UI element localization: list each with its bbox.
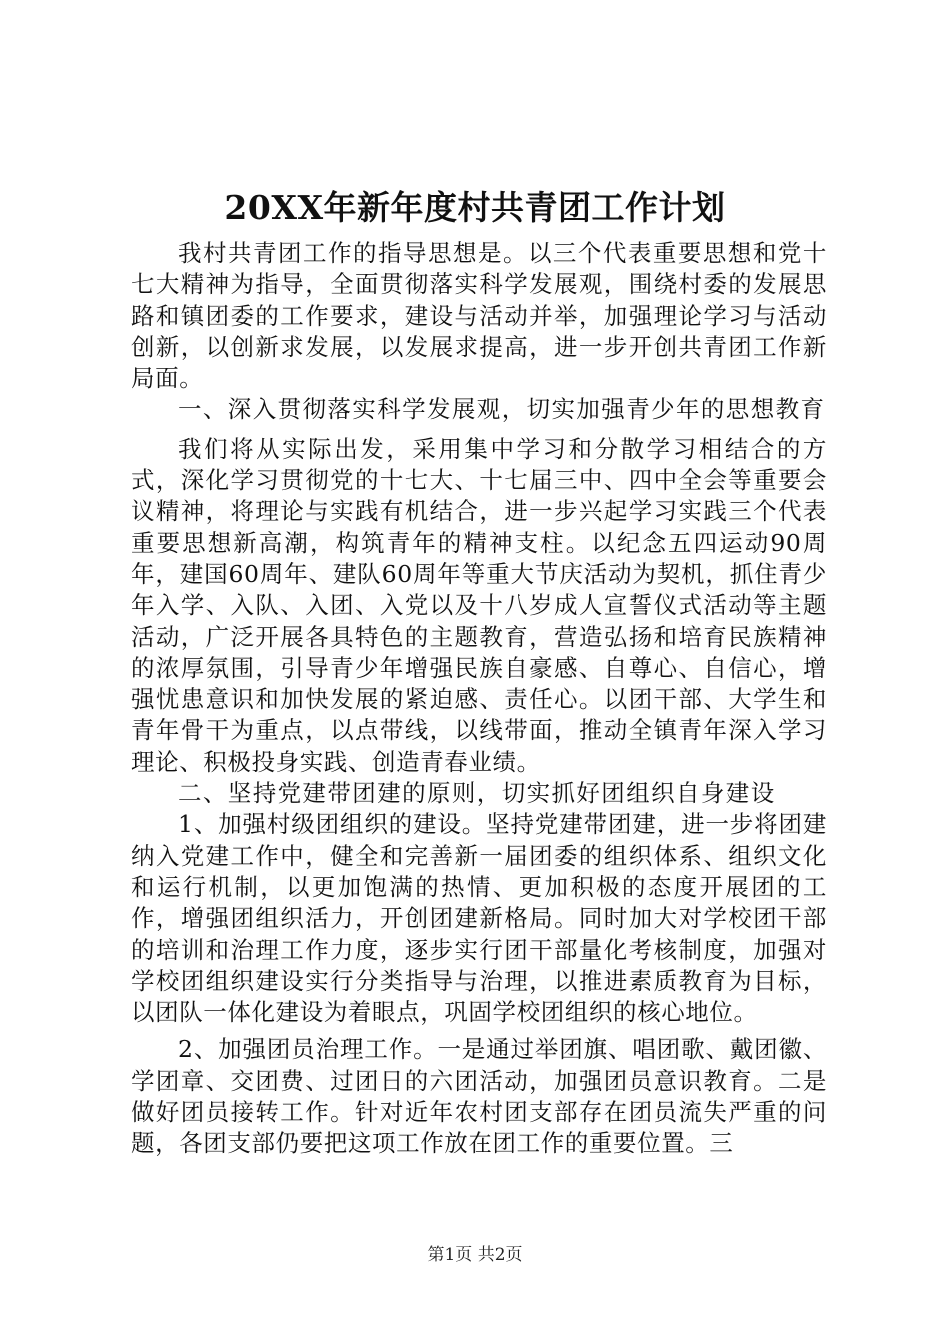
paragraph-village-organization: 1、加强村级团组织的建设。坚持党建带团建，进一步将团建纳入党建工作中，健全和完善新一届团委的组织体系、组织文化和运行机制，以更加饱满的热情、更加积极的态度开展团的工作，增强团组织活力，开创团建新格局。同时加大对学校团干部的培训和治理工作力度，逐步实行团干部量化考核制度，加强对学校团组织建设实行分类指导与治理，以推进素质教育为目标，以团队一体化建设为着眼点，巩固学校团组织的核心地位。: [131, 810, 827, 1027]
document-title: 20XX年新年度村共青团工作计划: [224, 188, 726, 227]
paragraph-ideological-education: 我们将从实际出发，采用集中学习和分散学习相结合的方式，深化学习贯彻党的十七大、十七届三中、四中全会等重要会议精神，将理论与实践有机结合，进一步兴起学习实践三个代表重要思想新高潮，构筑青年的精神支柱。以纪念五四运动90周年，建国60周年、建队60周年等重大节庆活动为契机，抓住青少年入学、入队、入团、入党以及十八岁成人宣誓仪式活动等主题活动，广泛开展各具特色的主题教育，营造弘扬和培育民族精神的浓厚氛围，引导青少年增强民族自豪感、自尊心、自信心，增强忧患意识和加快发展的紧迫感、责任心。以团干部、大学生和青年骨干为重点，以点带线，以线带面，推动全镇青年深入学习理论、积极投身实践、创造青春业绩。: [131, 434, 827, 776]
paragraph-guiding-ideology: 我村共青团工作的指导思想是。以三个代表重要思想和党十七大精神为指导，全面贯彻落实科学发展观，围绕村委的发展思路和镇团委的工作要求，建设与活动并举，加强理论学习与活动创新，以创新求发展，以发展求提高，进一步开创共青团工作新局面。: [131, 239, 827, 393]
section-heading-1: 一、深入贯彻落实科学发展观，切实加强青少年的思想教育: [178, 395, 826, 424]
paragraph-member-management: 2、加强团员治理工作。一是通过举团旗、唱团歌、戴团徽、学团章、交团费、过团日的六团活动，加强团员意识教育。二是做好团员接转工作。针对近年农村团支部存在团员流失严重的问题，各团支部仍要把这项工作放在团工作的重要位置。三: [131, 1035, 827, 1158]
section-heading-2: 二、坚持党建带团建的原则，切实抓好团组织自身建设: [178, 779, 776, 808]
document-body: [131, 238, 827, 1160]
page-number-footer: 第1页 共2页: [427, 1245, 523, 1265]
